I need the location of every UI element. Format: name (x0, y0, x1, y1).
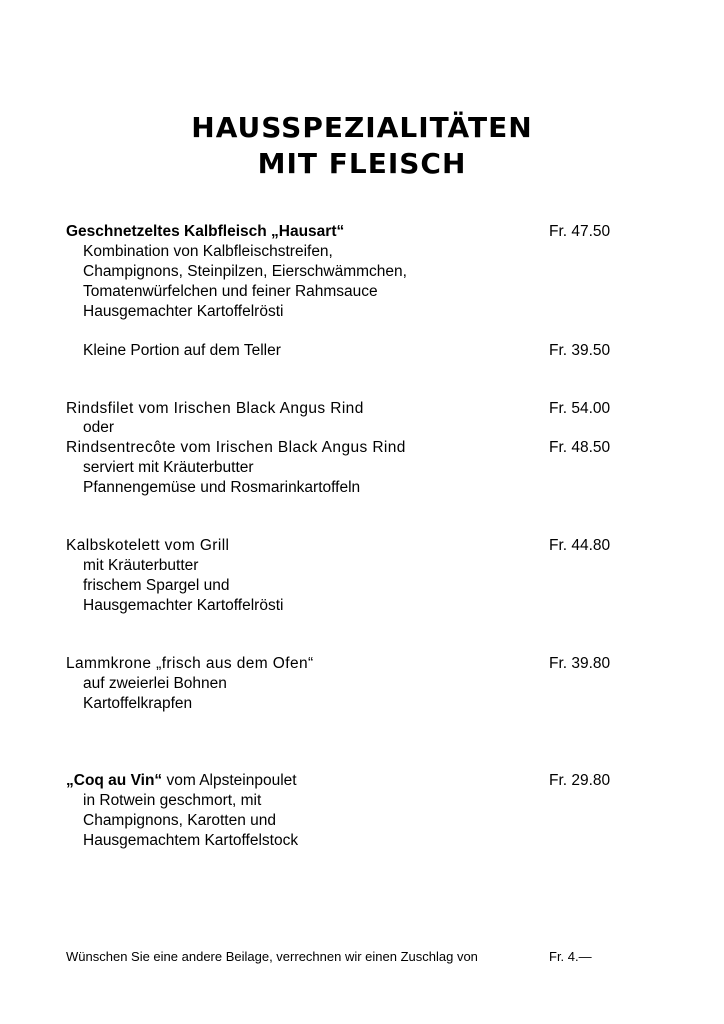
side-dish-surcharge-price: Fr. 4.— (549, 949, 592, 964)
dish-name: Geschnetzeltes Kalbfleisch „Hausart“ (66, 223, 345, 240)
dish-name: Lammkrone „frisch aus dem Ofen“ (66, 655, 314, 672)
dish-description-line: in Rotwein geschmort, mit (83, 792, 262, 809)
small-portion-label: Kleine Portion auf dem Teller (83, 342, 281, 359)
dish-description-line: serviert mit Kräuterbutter (83, 459, 254, 476)
dish-alternative-separator: oder (83, 419, 115, 436)
dish-price: Fr. 29.80 (549, 772, 611, 789)
dish-description-line: Pfannengemüse und Rosmarinkartoffeln (83, 479, 361, 496)
menu-title-line-2: MIT FLEISCH (257, 147, 467, 180)
dish-name (66, 771, 297, 791)
dish-price: Fr. 39.80 (549, 655, 611, 672)
dish-price: Fr. 44.80 (549, 537, 611, 554)
dish-description-line: Kartoffelkrapfen (83, 695, 193, 712)
dish-name-highlight: „Coq au Vin“ (66, 772, 163, 789)
dish-description-line: auf zweierlei Bohnen (83, 675, 227, 692)
side-dish-surcharge-note: Wünschen Sie eine andere Beilage, verrechnen wir einen Zuschlag von (66, 949, 478, 964)
dish-description-line: Kombination von Kalbfleischstreifen, (83, 243, 333, 260)
dish-description-line: Hausgemachter Kartoffelrösti (83, 303, 284, 320)
small-portion-price: Fr. 39.50 (549, 342, 611, 359)
dish-description-line: Tomatenwürfelchen und feiner Rahmsauce (83, 283, 378, 300)
dish-description-line: Champignons, Steinpilzen, Eierschwämmchen, (83, 263, 407, 280)
dish-price: Fr. 47.50 (549, 223, 611, 240)
dish-price: Fr. 54.00 (549, 400, 611, 417)
dish-name: Kalbskotelett vom Grill (66, 537, 230, 554)
dish-description-line: frischem Spargel und (83, 577, 230, 594)
dish-description-line: Hausgemachtem Kartoffelstock (83, 832, 299, 849)
dish-description-line: mit Kräuterbutter (83, 557, 199, 574)
dish-name: Rindsfilet vom Irischen Black Angus Rind (66, 400, 364, 417)
dish-name-alternative: Rindsentrecôte vom Irischen Black Angus Rind (66, 439, 406, 456)
dish-description-line: Champignons, Karotten und (83, 812, 277, 829)
dish-price-alternative: Fr. 48.50 (549, 439, 611, 456)
dish-name-rest: vom Alpsteinpoulet (162, 772, 297, 789)
dish-description-line: Hausgemachter Kartoffelrösti (83, 597, 284, 614)
menu-title-line-1: HAUSSPEZIALITÄTEN (191, 111, 533, 144)
